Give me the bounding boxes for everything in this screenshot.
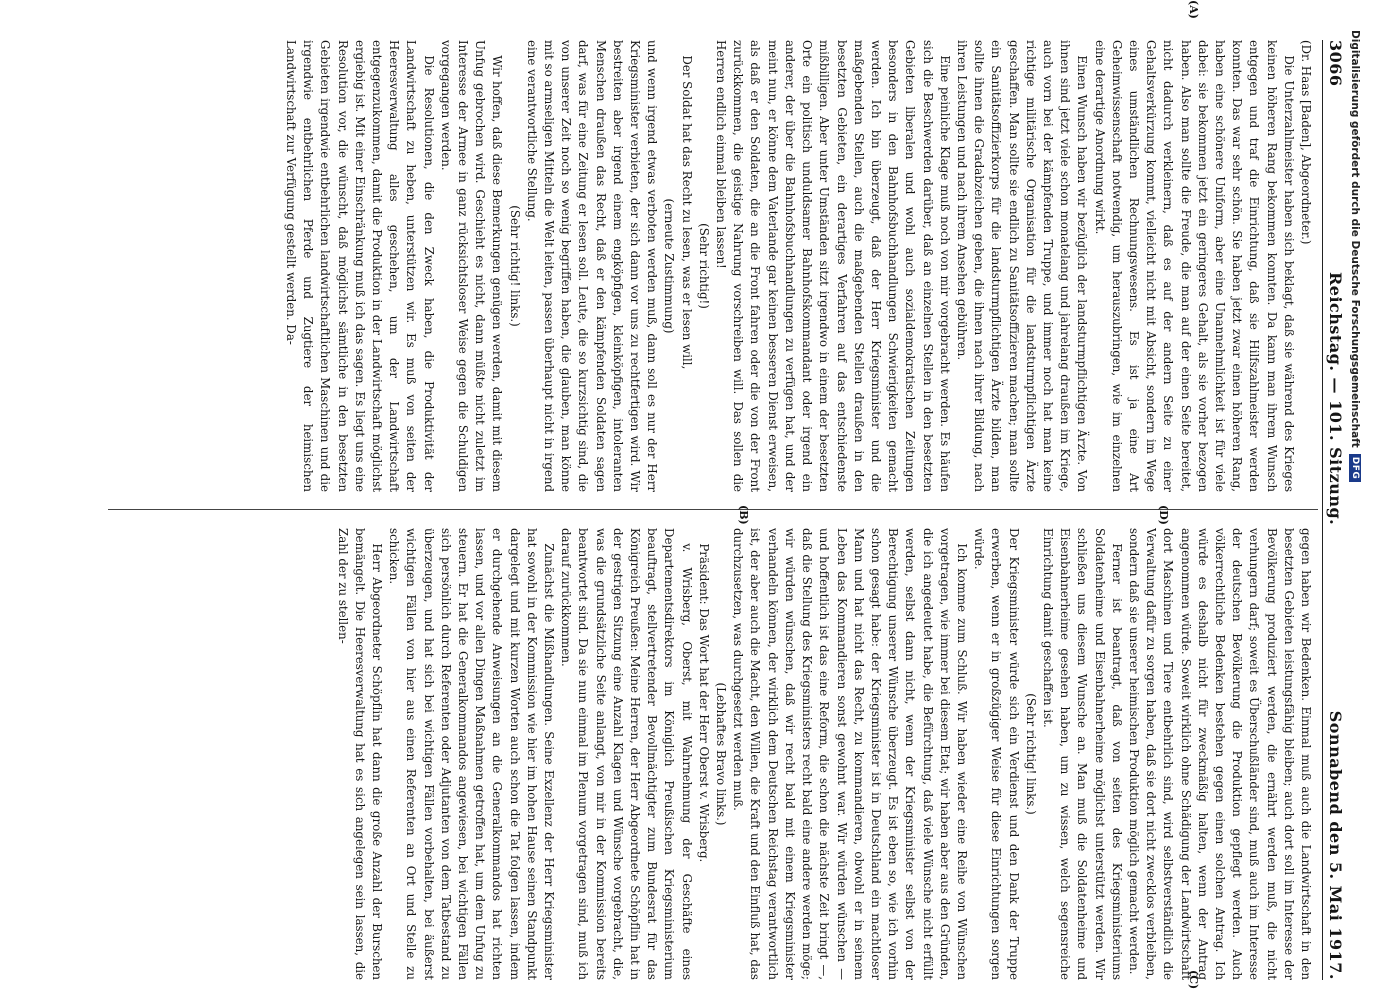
digitization-credit (1347, 30, 1363, 990)
page-number: 3066 (1326, 40, 1345, 87)
page-date: Sonnabend den 5. Mai 1917. (1326, 710, 1345, 980)
interjection: (Sehr richtig! links.) (507, 205, 522, 327)
paragraph: Wir hoffen, daß diese Bemerkungen genügen werden, damit mit diesem Unfug gebrochen wird. Geschieht es nicht, dann müßte nicht zuletzt im Interesse der Armee in ganz rücksichtsloser Weise gegen die Schuldigen vorgegangen werden. (438, 40, 505, 492)
speaker-note: (Dr. Haas [Baden], Abgeordneter.) (1299, 40, 1313, 245)
paragraph: gegen haben wir Bedenken. Einmal muß auch die Landwirtschaft in den besetzten Gebieten leistungsfähig bleiben; auch dort soll im Interesse der Bevölkerung produziert werden, die ernährt werden muß, die nicht verhungern darf; soweit es Überschußländer sind, muß auch im Interesse der deutschen Bevölkerung die Produktion gepflegt werden. Auch völkerrechtliche Bedenken bestehen gegen einen solchen Antrag. Ich würde es deshalb nicht für zweckmäßig halten, wenn der Antrag angenommen würde. Soweit wirklich ohne Schädigung der Landwirtschaft dort Maschinen und Tiere entbehrlich sind, wird selbstverständlich die Verwaltung dafür zu sorgen haben, daß sie dort nicht zwecklos verbleiben, sondern daß sie unserer heimischen Produktion möglich gemacht werden. (1126, 528, 1313, 980)
paragraph: Einen Wunsch haben wir bezüglich der landsturmpflichtigen Ärzte. Von ihnen sind jetzt viele schon monatelang und jahrelang draußen im Kriege, auch vorn bei der kämpfenden Truppe, und immer noch hat man keine richtige militärische Organisation für die landsturmpflichtigen Ärzte geschaffen. Man sollte sie endlich zu Sanitätsoffizieren machen; man sollte ein Sanitätsoffizierkorps für die landsturmpflichtigen Ärzte bilden, man sollte ihnen die Gradabzeichen geben, die ihnen nach ihrer Bildung, nach ihren Leistungen und nach ihrem Ansehen gebühren. (954, 40, 1090, 492)
page-header (1322, 40, 1350, 980)
right-column (114, 528, 1314, 980)
interjection: (Sehr richtig! links.) (1023, 693, 1038, 815)
interjection: (Lebhaftes Bravo links.) (714, 682, 729, 826)
margin-mark-d: (D) (1157, 505, 1170, 525)
paragraph: Die Unterzahlmeister haben sich beklagt, daß sie während des Krieges keinen höheren Rang bekommen konnten. Da kann man ihrem Wunsch entgegen und traf die Einrichtung, daß sie Hilfszahlmeister werden konnten. Das war sehr schön. Sie haben jetzt zwar einen höheren Rang, haben eine schönere Uniform, aber eine Unannehmlichkeit ist für viele dabei: sie bekommen jetzt ein geringeres Gehalt, als sie vorher bezogen haben. Also man sollte die Freude, die man auf der einen Seite bereitet, nicht dadurch verkleinern, daß es auf der andern Seite zu einer Gehaltsverkürzung kommt, vielleicht nicht mit Absicht, sondern im Wege eines umständlichen Rechnungswesens. Es ist ja eine Art Geheimwissenschaft notwendig, um herauszubringen, wie im einzelnen eine derartige Anordnung wirkt. (1092, 40, 1296, 492)
paragraph: und wenn irgend etwas verboten werden muß, dann soll es nur der Herr Kriegsminister verbieten, der sich dann vor uns zu rechtfertigen wird. Wir bestreiten aber irgend einem engköpfigen, kleinköpfigen, intoleranten Menschen draußen das Recht, daß er den kämpfenden Soldaten sagen darf, was für eine Zeitung er lesen soll. Leute, die so kurzsichtig sind, die von unserer Zeit noch so wenig begriffen haben, die glauben, man könne mit so armseligen Mitteln die Welt leiten, passen überhaupt nicht in irgend eine verantwortliche Stellung. (524, 40, 660, 492)
margin-mark-c: (C) (1187, 970, 1200, 990)
column-divider (108, 509, 1318, 510)
paragraph: Ferner ist beantragt, daß von seiten des Kriegsministeriums Soldatenheime und Eisenbahnerheime möglichst unterstützt werden. Wir schließen uns diesem Wunsche an. Man muß die Soldatenheime und Eisenbahnerheime gesehen haben, um zu wissen, welch segensreiche Einrichtung damit geschaffen ist. (1040, 528, 1124, 980)
paragraph: Der Soldat hat das Recht zu lesen, was er lesen will, (679, 55, 694, 370)
credit-text: Digitalisierung gefördert durch die Deutsche Forschungsgemeinschaft (1349, 30, 1361, 448)
paragraph: Die Resolutionen, die den Zweck haben, die Produktivität der Landwirtschaft zu heben, unterstützen wir. Es muß von seiten der Heeresverwaltung alles geschehen, um der Landwirtschaft entgegenzukommen, damit die Produktion in der Landwirtschaft möglichst ergiebig ist. Mit einer Einschränkung muß ich das sagen. Es liegt uns eine Resolution vor, die wünscht, daß möglichst sämtliche in den besetzten Gebieten irgendwie entbehrlichen landwirtschaftlichen Maschinen und die irgendwie entbehrlichen Pferde und Zugtiere der heimischen Landwirtschaft zur Verfügung gestellt werden. Da- (284, 40, 436, 492)
interjection: (Sehr richtig!) (696, 223, 711, 309)
margin-mark-a: (A) (1187, 0, 1200, 19)
paragraph: Der Kriegsminister würde sich ein Verdienst und den Dank der Truppe erwerben, wenn er in großzügiger Weise für diese Einrichtungen sorgen würde. (972, 528, 1021, 980)
margin-mark-b: (B) (737, 505, 750, 525)
interjection: (erneute Zustimmung) (662, 198, 677, 334)
paragraph: Eine peinliche Klage muß noch von mir vorgebracht werden. Es häufen sich die Beschwerden darüber, daß an einzelnen Stellen in den besetzten Gebieten liberalen und wohl auch sozialdemokratischen Zeitungen besonders in den Bahnhofsbuchhandlungen Schwierigkeiten gemacht werden. Ich bin überzeugt, daß der Herr Kriegsminister und die maßgebenden Stellen, auch die maßgebenden Stellen draußen in den besetzten Gebieten, ein derartiges Verfahren auf das entschiedenste mißbilligen. Aber unter Umständen sitzt irgendwo in einem der besetzten Orte ein politisch unduldsamer Bahnhofskommandant oder irgend ein anderer, der über die Bahnhofsbuchhandlungen zu verfügen hat, und der meint nun, er könne dem Vaterlande gar keinen besseren Dienst erweisen, als daß er den Soldaten, die an die Front fahren oder die von der Front zurückkommen, die geistige Nahrung vorschreiben will. Das sollen die Herren endlich einmal bleiben lassen! (714, 40, 952, 492)
president-line: Präsident: Das Wort hat der Herr Oberst v. Wrisberg. (696, 543, 711, 863)
paragraph: Zunächst die Mißhandlungen. Seine Exzellenz der Herr Kriegsminister hat sowohl in der Kommission wie hier im hohen Hause seinen Standpunkt dargelegt und mit kurzen Worten auch schon die Tat folgen lassen, indem er durchgehende Anweisungen an die Generalkommandos hat richten lassen, und vor allen Dingen Maßnahmen getroffen hat, um dem Unfug zu steuern. Er hat die Generalkommandos angewiesen, bei wichtigen Fällen sich persönlich durch Referenten oder Adjutanten von dem Tatbestand zu überzeugen, und hat sich bei wichtigen Fällen vorbehalten, bei äußerst wichtigen Fällen von hier aus einen Referenten an Ort und Stelle zu schicken. (387, 528, 557, 980)
dfg-logo: DFG (1349, 454, 1361, 483)
paragraph: v. Wrisberg, Oberst, mit Wahrnehmung der Geschäfte eines Departementsdirektors im Königlich Preußischen Kriegsministerium beauftragt, stellvertretender Bevollmächtigter zum Bundesrat für das Königreich Preußen: Meine Herren, der Herr Abgeordnete Schöpflin hat in der gestrigen Sitzung eine Anzahl Klagen und Wünsche vorgebracht, die, was die grundsätzliche Seite anlangt, von mir in der Kommission bereits beantwortet sind. Da sie nun einmal im Plenum vorgetragen sind, muß ich darauf zurückkommen. (559, 528, 694, 980)
left-column (114, 40, 1314, 492)
paragraph: Ich komme zum Schluß. Wir haben wieder eine Reihe von Wünschen vorgetragen, wie immer bei diesem Etat; wir haben aber aus den Gründen, die ich angedeutet habe, die Befürchtung, daß viele Wünsche nicht erfüllt werden, selbst dann nicht, wenn der Kriegsminister selbst von der Berechtigung unserer Wünsche überzeugt. Es ist eben so, wie ich vorhin schon gesagt habe: der Kriegsminister ist in Deutschland ein machtloser Mann und hat nicht das Recht, zu kommandieren, obwohl er in seinem Leben das Kommandieren sonst gewohnt war. Wir würden wünschen — und hoffentlich ist das eine Reform, die schon die nächste Zeit bringt —, daß die Stellung des Kriegsministers recht bald eine andere werden möge; wir würden wünschen, daß wir recht bald mit einem Kriegsminister verhandeln können, der wirklich dem Deutschen Reichstag verantwortlich ist, der aber auch die Macht, den Willen, die Kraft und den Einfluß hat, das durchzusetzen, was durchgesetzt werden muß. (731, 528, 969, 980)
page-title: Reichstag. — 101. Sitzung. (1326, 271, 1345, 526)
scanned-page (100, 0, 1350, 990)
paragraph: Herr Abgeordneter Schöpflin hat dann die große Anzahl der Burschen bemängelt. Die Heeresverwaltung hat es sich angelegen sein lassen, die Zahl der zu stellen- (335, 528, 385, 980)
